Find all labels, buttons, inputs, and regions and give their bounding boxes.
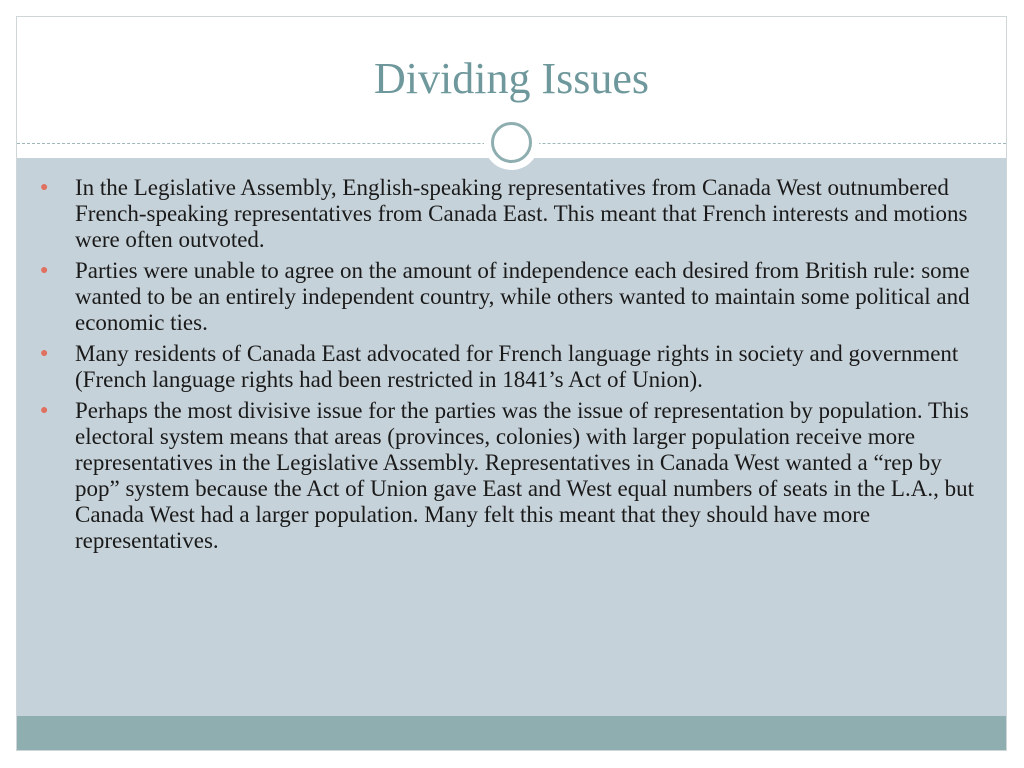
bottom-bar xyxy=(17,716,1006,751)
bullet-text: Many residents of Canada East advocated for French language rights in society and government (French language rights had been restricted in 1841’s Act of Union). xyxy=(75,341,959,392)
bullet-item xyxy=(17,341,1006,393)
circle-ring-icon xyxy=(484,115,539,170)
bullet-text: In the Legislative Assembly, English-speaking representatives from Canada West outnumbered French-speaking representatives from Canada East. This meant that French interests and motions were often outvoted. xyxy=(75,175,968,252)
bullet-dot-icon: ● xyxy=(40,180,49,195)
bullet-text: Parties were unable to agree on the amount of independence each desired from British rule: some wanted to be an entirely independent country, while others wanted to maintain some political and economic ties. xyxy=(75,258,970,335)
slide xyxy=(16,16,1007,751)
bullet-item xyxy=(17,398,1006,554)
bullet-dot-icon: ● xyxy=(40,263,49,278)
bullet-dot-icon: ● xyxy=(40,403,49,418)
bullet-text: Perhaps the most divisive issue for the parties was the issue of representation by population. This electoral system means that areas (provinces, colonies) with larger population receive more representatives in the Legislative Assembly. Representatives in Canada West wanted a “rep by pop” system because the Act of Union gave East and West equal numbers of seats in the L.A., but Canada West had a larger population. Many felt this meant that they should have more representatives. xyxy=(75,398,974,553)
slide-title: Dividing Issues xyxy=(374,54,649,103)
circle-ring-inner xyxy=(491,122,532,163)
bullet-dot-icon: ● xyxy=(40,346,49,361)
bullet-item xyxy=(17,258,1006,336)
bullet-item xyxy=(17,175,1006,253)
bullet-list xyxy=(17,175,1006,559)
